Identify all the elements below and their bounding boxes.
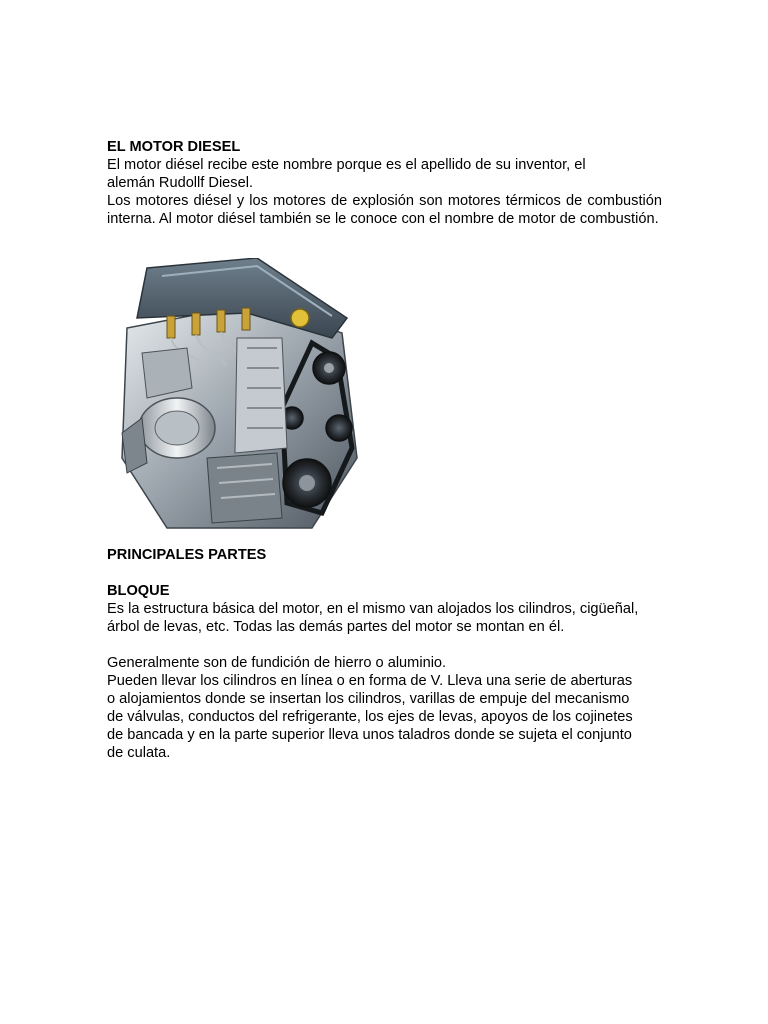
- bloque-line-1: Es la estructura básica del motor, en el mismo van alojados los cilindros, cigüeñal,: [107, 601, 639, 617]
- spacer: [107, 564, 662, 582]
- intro-line-1: El motor diésel recibe este nombre porque es el apellido de su inventor, el: [107, 157, 586, 173]
- bloque-detail-line-5: de culata.: [107, 745, 171, 761]
- bloque-material: Generalmente son de fundición de hierro o aluminio.: [107, 655, 447, 671]
- spacer: [107, 636, 662, 654]
- engine-illustration: [107, 258, 367, 538]
- document-content: [107, 138, 662, 762]
- section-title-bloque: BLOQUE: [107, 583, 170, 599]
- section-title-principales-partes: PRINCIPALES PARTES: [107, 547, 267, 563]
- bloque-detail-line-2: o alojamientos donde se insertan los cilindros, varillas de empuje del mecanismo: [107, 691, 630, 707]
- bloque-detail-line-1: Pueden llevar los cilindros en línea o en forma de V. Lleva una serie de aberturas: [107, 673, 633, 689]
- bloque-line-2: árbol de levas, etc. Todas las demás partes del motor se montan en él.: [107, 619, 565, 635]
- intro-line-2: alemán Rudollf Diesel.: [107, 175, 254, 191]
- intro-paragraph: Los motores diésel y los motores de explosión son motores térmicos de combustión interna. Al motor diésel también se le conoce con el nombre de motor de combustión.: [107, 193, 662, 227]
- bloque-detail-line-4: de bancada y en la parte superior lleva unos taladros donde se sujeta el conjunto: [107, 727, 632, 743]
- bloque-detail-line-3: de válvulas, conductos del refrigerante, los ejes de levas, apoyos de los cojinetes: [107, 709, 633, 725]
- section-title-motor-diesel: EL MOTOR DIESEL: [107, 139, 241, 155]
- engine-icon: [107, 258, 367, 538]
